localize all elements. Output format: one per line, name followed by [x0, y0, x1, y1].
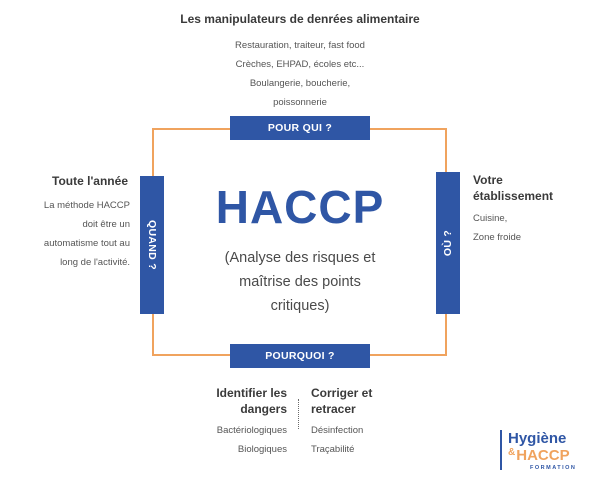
top-block-line: Crèches, EHPAD, écoles etc...: [235, 59, 365, 70]
diagram-frame: [152, 128, 447, 356]
bottom-left-block-lines: [190, 421, 287, 459]
logo-line3: FORMATION: [530, 465, 577, 471]
top-block-lines: [200, 36, 400, 112]
bottom-left-line: Biologiques: [237, 444, 287, 455]
tab-pourquoi: [230, 344, 370, 368]
top-block-line: poissonnerie: [273, 97, 327, 108]
tab-pour-qui: [230, 116, 370, 140]
bottom-right-line: Traçabilité: [311, 444, 355, 455]
bottom-divider: [298, 399, 299, 429]
bottom-right-title-line: retracer: [311, 402, 356, 416]
left-block-line: La méthode HACCP: [43, 200, 130, 211]
left-block-line: long de l'activité.: [60, 257, 130, 268]
bottom-left-line: Bactériologiques: [216, 425, 287, 436]
top-block-line: Boulangerie, boucherie,: [249, 78, 351, 89]
logo-ampersand: &: [508, 447, 516, 458]
left-block-lines: [20, 196, 130, 272]
tab-pourquoi-label: POURQUOI ?: [265, 350, 335, 362]
right-block-line: Zone froide: [473, 232, 522, 243]
tab-ou-label: OÙ ?: [442, 229, 454, 257]
bottom-right-title-line: Corriger et: [311, 386, 373, 400]
tab-quand: [140, 176, 164, 314]
right-block-lines: [473, 209, 583, 247]
logo-haccp: HACCP: [516, 447, 570, 464]
bottom-left-title-line: Identifier les: [216, 386, 287, 400]
right-block-title-line: établissement: [473, 189, 554, 203]
bottom-right-line: Désinfection: [311, 425, 364, 436]
left-block-line: doit être un: [82, 219, 130, 230]
right-block-title: [473, 172, 583, 204]
center-subtitle-line: maîtrise des points: [239, 274, 361, 290]
logo-bar: [500, 430, 502, 470]
center-subtitle-line: (Analyse des risques et: [224, 250, 376, 266]
left-block-title: Toute l'année: [52, 174, 128, 188]
bottom-right-block-lines: [311, 421, 421, 459]
logo-line1: Hygiène: [508, 430, 567, 447]
bottom-left-block-title: [195, 385, 287, 417]
center-subtitle-line: critiques): [270, 298, 330, 314]
top-block-title: Les manipulateurs de denrées alimentaire: [180, 12, 420, 26]
bottom-right-block-title: [311, 385, 403, 417]
brand-logo: [500, 430, 600, 478]
tab-ou: [436, 172, 460, 314]
top-block-line: Restauration, traiteur, fast food: [235, 40, 365, 51]
left-block-line: automatisme tout au: [43, 238, 130, 249]
tab-pour-qui-label: POUR QUI ?: [267, 122, 333, 134]
logo-line2: [508, 447, 570, 464]
tab-quand-label: QUAND ?: [146, 220, 158, 270]
right-block-line: Cuisine,: [473, 213, 508, 224]
right-block-title-line: Votre: [473, 173, 503, 187]
center-title: HACCP: [215, 181, 385, 233]
center-subtitle: [205, 246, 395, 318]
bottom-left-title-line: dangers: [240, 402, 287, 416]
